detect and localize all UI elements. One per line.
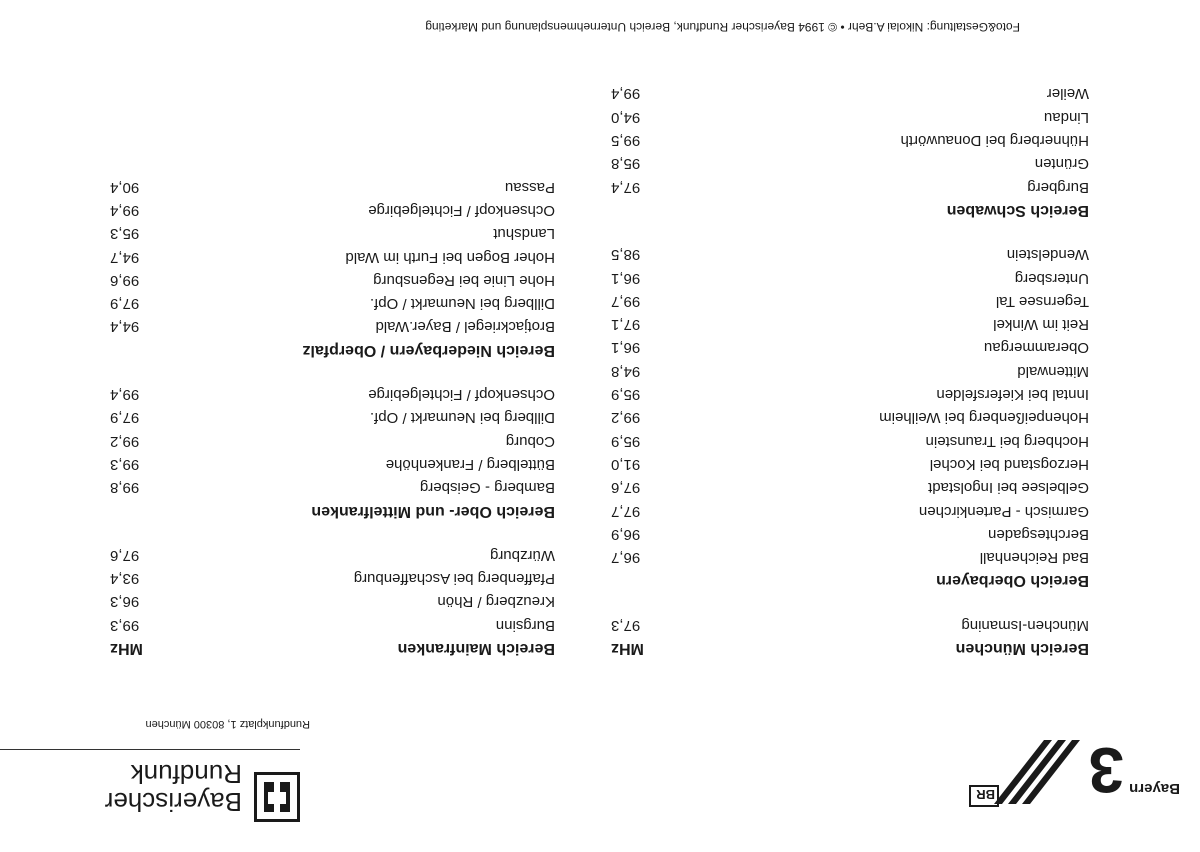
station-row: [110, 544, 555, 567]
frequency: 99,8: [110, 479, 140, 497]
frequency: 98,5: [611, 246, 641, 264]
station-row: [611, 613, 1089, 636]
section-gap: [110, 523, 555, 544]
station-row: [110, 269, 555, 292]
br-emblem-icon: [254, 772, 300, 822]
frequency: 95,9: [611, 386, 641, 404]
column-muenchen-schwaben: [611, 82, 1089, 660]
station-row: [611, 290, 1089, 313]
station-name: Coburg: [505, 432, 555, 450]
station-row: [611, 476, 1089, 499]
frequency: 95,8: [611, 155, 641, 173]
station-row: [110, 383, 555, 406]
region-header: [611, 569, 1089, 592]
frequency: 97,6: [611, 479, 641, 497]
region-name: Bereich Schwaben: [946, 201, 1089, 219]
region-name: Bereich München: [955, 640, 1089, 657]
region-header: [611, 637, 1089, 660]
unit-label: MHz: [110, 640, 143, 657]
station-name: Tegernsee Tal: [995, 292, 1089, 310]
station-name: Wendelstein: [1006, 246, 1089, 264]
station-row: [611, 152, 1089, 175]
station-name: Garmisch - Partenkirchen: [918, 502, 1089, 520]
station-name: Brotjackriegel / Bayer.Wald: [375, 318, 555, 336]
frequency: 97,4: [611, 178, 641, 196]
frequency: 96,7: [611, 549, 641, 567]
region-header: [110, 637, 555, 660]
frequency: 90,4: [110, 178, 140, 196]
frequency: 96,9: [611, 525, 641, 543]
station-row: [110, 590, 555, 613]
station-row: [611, 129, 1089, 152]
frequency: 96,1: [611, 339, 641, 357]
station-row: [611, 336, 1089, 359]
frequency: 99,4: [110, 201, 140, 219]
station-row: [110, 199, 555, 222]
station-row: [611, 499, 1089, 522]
section-gap: [611, 592, 1089, 613]
frequency: 99,4: [110, 386, 140, 404]
station-row: [611, 266, 1089, 289]
station-row: [611, 546, 1089, 569]
station-row: [611, 105, 1089, 128]
unit-label: MHz: [611, 640, 644, 657]
station-name: Gelbelsee bei Ingolstadt: [928, 479, 1089, 497]
frequency: 99,5: [611, 132, 641, 150]
frequency: 97,7: [611, 502, 641, 520]
frequency: 99,2: [110, 432, 140, 450]
station-name: Inntal bei Kiefersfelden: [936, 386, 1089, 404]
station-row: [611, 453, 1089, 476]
section-gap: [110, 362, 555, 383]
section-gap: [611, 222, 1089, 243]
region-name: Bereich Mainfranken: [397, 640, 555, 657]
br-address: Rundfunkplatz 1, 80300 München: [145, 718, 310, 730]
station-name: Oberammergau: [983, 339, 1089, 357]
station-row: [110, 245, 555, 268]
station-name: Ochsenkopf / Fichtelgebirge: [368, 386, 555, 404]
frequency: 94,0: [611, 108, 641, 126]
station-name: Burgsinn: [495, 616, 555, 634]
station-name: Untersberg: [1014, 269, 1089, 287]
station-name: Herzogstand bei Kochel: [929, 455, 1089, 473]
station-row: [611, 383, 1089, 406]
frequency: 99,4: [611, 85, 641, 103]
frequency: 97,1: [611, 316, 641, 334]
photo-credit: Foto&Gestaltung: Nikolai A.Behr • © 1994 Bayerischer Rundfunk, Bereich Unternehmensplanung und Marketing: [425, 20, 1020, 34]
station-name: Hühnerberg bei Donauwörth: [900, 132, 1089, 150]
station-name: Würzburg: [489, 546, 555, 564]
station-name: Bamberg - Geisberg: [419, 479, 555, 497]
station-name: Hohenpeißenberg bei Weilheim: [879, 409, 1089, 427]
station-name: Kreuzberg / Rhön: [437, 593, 555, 611]
br-wordmark: [105, 760, 242, 816]
station-name: Hochberg bei Traunstein: [925, 432, 1089, 450]
station-row: [611, 523, 1089, 546]
region-name: Bereich Oberbayern: [936, 572, 1089, 590]
region-header: [611, 199, 1089, 222]
station-name: Büttelberg / Frankenhöhe: [385, 455, 555, 473]
frequency: 99,3: [110, 455, 140, 473]
frequency: 96,1: [611, 269, 641, 287]
frequency: 94,8: [611, 362, 641, 380]
station-row: [611, 313, 1089, 336]
frequency: 94,4: [110, 318, 140, 336]
station-row: [611, 429, 1089, 452]
station-row: [110, 476, 555, 499]
station-row: [110, 315, 555, 338]
frequency: 94,7: [110, 248, 140, 266]
station-name: Pfaffenberg bei Aschaffenburg: [353, 570, 555, 588]
bayern3-emblem-icon: [960, 710, 1180, 810]
br-logo: [10, 742, 300, 822]
station-row: [110, 429, 555, 452]
region-header: [110, 338, 555, 361]
station-row: [611, 406, 1089, 429]
frequency: 99,6: [110, 271, 140, 289]
station-name: Landshut: [493, 225, 555, 243]
frequency: 97,9: [110, 409, 140, 427]
station-name: Grünten: [1034, 155, 1089, 173]
station-row: [110, 222, 555, 245]
station-row: [110, 406, 555, 429]
station-name: Weiler: [1046, 85, 1089, 103]
frequency: 93,4: [110, 570, 140, 588]
station-row: [611, 359, 1089, 382]
station-name: Hohe Linie bei Regensburg: [373, 271, 555, 289]
frequency: 96,3: [110, 593, 140, 611]
station-name: Dillberg bei Neumarkt / Opf.: [369, 409, 555, 427]
station-name: Lindau: [1043, 108, 1089, 126]
station-name: Hoher Bogen bei Furth im Wald: [345, 248, 555, 266]
station-name: Berchtesgaden: [988, 525, 1089, 543]
station-name: München-Ismaning: [961, 616, 1089, 634]
station-row: [110, 292, 555, 315]
br-line2: Rundfunk: [130, 759, 242, 789]
region-name: Bereich Ober- und Mittelfranken: [311, 502, 555, 520]
frequency: 99,7: [611, 292, 641, 310]
station-name: Mittenwald: [1017, 362, 1089, 380]
bayern3-logo: [960, 710, 1180, 810]
station-row: [611, 243, 1089, 266]
frequency: 91,0: [611, 455, 641, 473]
bayern3-name: Bayern: [1129, 780, 1180, 797]
frequency: 97,9: [110, 295, 140, 313]
region-header: [110, 499, 555, 522]
frequency: 97,3: [611, 616, 641, 634]
frequency: 99,2: [611, 409, 641, 427]
station-row: [110, 567, 555, 590]
region-name: Bereich Niederbayern / Oberpfalz: [302, 341, 555, 359]
station-name: Dillberg bei Neumarkt / Opf.: [369, 295, 555, 313]
station-name: Ochsenkopf / Fichtelgebirge: [368, 201, 555, 219]
frequency: 95,9: [611, 432, 641, 450]
station-row: [110, 453, 555, 476]
station-name: Reit im Winkel: [993, 316, 1089, 334]
column-mainfranken-niederbayern: [110, 175, 555, 660]
station-name: Passau: [504, 178, 555, 196]
bayern3-number: 3: [1088, 734, 1124, 806]
frequency: 97,6: [110, 546, 140, 564]
frequency: 99,3: [110, 616, 140, 634]
station-row: [110, 175, 555, 198]
station-row: [611, 82, 1089, 105]
bayern3-mark: BR: [976, 787, 995, 802]
station-row: [611, 175, 1089, 198]
station-name: Burgberg: [1027, 178, 1089, 196]
station-row: [110, 613, 555, 636]
frequency: 95,3: [110, 225, 140, 243]
br-rule: [0, 749, 300, 750]
br-line1: Bayerischer: [104, 787, 242, 817]
station-name: Bad Reichenhall: [979, 549, 1089, 567]
